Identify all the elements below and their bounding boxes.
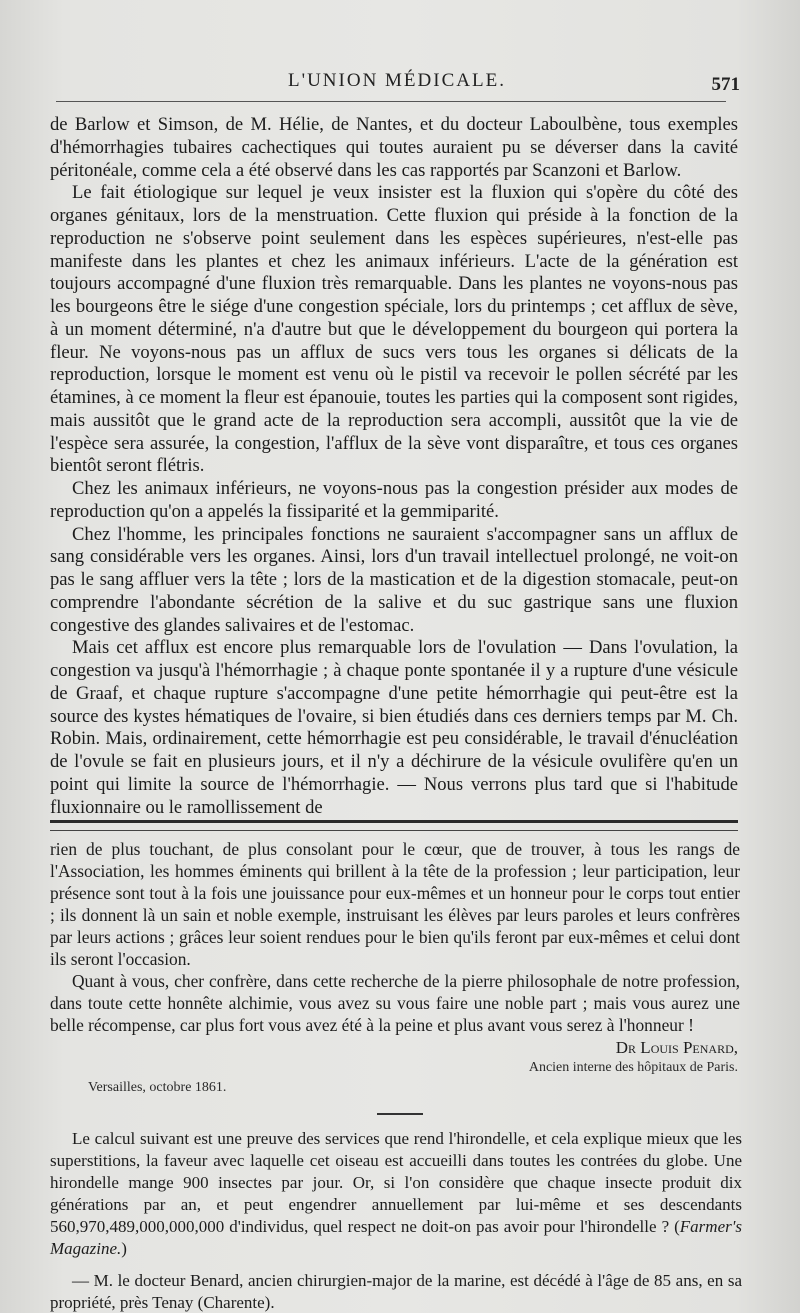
notes-section — [50, 1128, 742, 1313]
article-paragraph: Mais cet afflux est encore plus remarquable lors de l'ovulation — Dans l'ovulation, la congestion va jusqu'à l'hémorrhagie ; à chaque ponte spontanée il y a rupture d'une vésicule de Graaf, et chaque rupture s'accompagne d'une petite hémorrhagie qui peut-être est la source des kystes hématiques de l'ovaire, si bien étudiés dans ces derniers temps par M. Ch. Robin. Mais, ordinairement, cette hémorrhagie est peu considérable, le travail d'énucléation de l'ovule se fait en plusieurs jours, et il n'y a déchirure de la vésicule ovulifère qu'en un point qui limite la source de l'hémorrhagie. — Nous verrons plus tard que si l'habitude fluxionnaire ou le ramollissement de — [50, 637, 738, 818]
signature: Dr Louis Penard, — [615, 1038, 738, 1057]
article-body — [50, 114, 738, 819]
note-text-end: ) — [121, 1239, 127, 1258]
note-source: Farmer's Magazine. — [50, 1217, 742, 1258]
note-paragraph: — M. le docteur Benard, ancien chirurgien-major de la marine, est décédé à l'âge de 85 ans, en sa propriété, près Tenay (Charente). — [50, 1271, 742, 1312]
running-head — [52, 64, 742, 104]
note-text: Le calcul suivant est une preuve des services que rend l'hirondelle, et cela explique mieux que les superstitions, la faveur avec laquelle cet oiseau est accueilli dans toutes les contrées du globe. Une hirondelle mange 900 insectes par jour. Or, si l'on considère que chaque insecte produit dix générations par an, et peut engendrer annuellement par lui-même et ses descendants 560,970,489,000,000,000 d'individus, quel respect ne doit-on pas avoir pour l'hirondelle ? ( — [50, 1129, 742, 1236]
feuilleton-paragraph: Quant à vous, cher confrère, dans cette recherche de la pierre philosophale de notre profession, dans toute cette honnête alchimie, vous avez su vous faire une noble part ; mais vous aurez une belle récompense, car plus fort vous avez été à la peine et plus avant vous serez à l'honneur ! — [50, 971, 740, 1035]
article-paragraph: de Barlow et Simson, de M. Hélie, de Nantes, et du docteur Laboulbène, tous exemples d'hémorrhagies tubaires cachectiques qui toutes auraient pu se déverser dans la cavité péritonéale, comme cela a été observé dans les cas rapportés par Scanzoni et Barlow. — [50, 114, 738, 181]
journal-title: L'UNION MÉDICALE. — [288, 70, 506, 91]
signature-title: Ancien interne des hôpitaux de Paris. — [528, 1060, 738, 1075]
place-date: Versailles, octobre 1861. — [88, 1080, 227, 1095]
feuilleton-separator-rule — [50, 820, 738, 831]
article-paragraph: Le fait étiologique sur lequel je veux insister est la fluxion qui s'opère du côté des organes génitaux, lors de la menstruation. Cette fluxion qui préside à la fonction de la reproduction ne s'observe point seulement dans les espèces supérieures, n'est-elle pas manifeste dans les plantes et chez les animaux inférieurs. L'acte de la génération est toujours accompagné d'une fluxion très remarquable. Dans les plantes ne voyons-nous pas les bourgeons être le siége d'une congestion spéciale, lors du printemps ; cet afflux de sève, à un moment déterminé, n'a d'autre but que le développement du bourgeon qui portera la fleur. Ne voyons-nous pas un afflux de sucs vers tous les organes si délicats de la reproduction, lorsque le moment est venu où le pistil va recevoir le pollen sécrété par les étamines, à ce moment la fleur est épanouie, toutes les parties qui la composent sont rigides, mais aussitôt que le grand acte de la reproduction sera accompli, aussitôt que la vie de l'espèce sera assurée, la congestion, l'afflux de la sève vont disparaître, et tous ces organes bientôt seront flétris. — [50, 182, 738, 477]
feuilleton-section — [50, 838, 740, 1036]
note-paragraph — [50, 1128, 742, 1260]
article-paragraph: Chez l'homme, les principales fonctions ne sauraient s'accompagner sans un afflux de sang considérable vers les organes. Ainsi, lors d'un travail intellectuel prolongé, ne voit-on pas le sang affluer vers la tête ; lors de la mastication et de la digestion stomacale, peut-on comprendre l'abondante sécrétion de la salive et du suc gastrique sans une fluxion congestive des glandes salivaires et de l'estomac. — [50, 523, 738, 636]
short-separator-rule — [377, 1113, 423, 1115]
header-rule — [56, 101, 726, 102]
page-number: 571 — [711, 74, 740, 95]
feuilleton-paragraph: rien de plus touchant, de plus consolant pour le cœur, que de trouver, à tous les rangs de l'Association, les hommes éminents qui brillent à la tête de la profession ; leur participation, leur présence sont tout à la fois une jouissance pour eux-mêmes et un honneur pour le corps tout entier ; ils donnent là un sain et noble exemple, instruisant les élèves par leurs paroles et leurs confrères par leurs actions ; grâces leur soient rendues pour le bien qu'ils feront par eux-mêmes et celui dont ils seront l'occasion. — [50, 839, 740, 969]
article-paragraph: Chez les animaux inférieurs, ne voyons-nous pas la congestion présider aux modes de reproduction qu'on a appelés la fissiparité et la gemmiparité. — [50, 478, 738, 522]
